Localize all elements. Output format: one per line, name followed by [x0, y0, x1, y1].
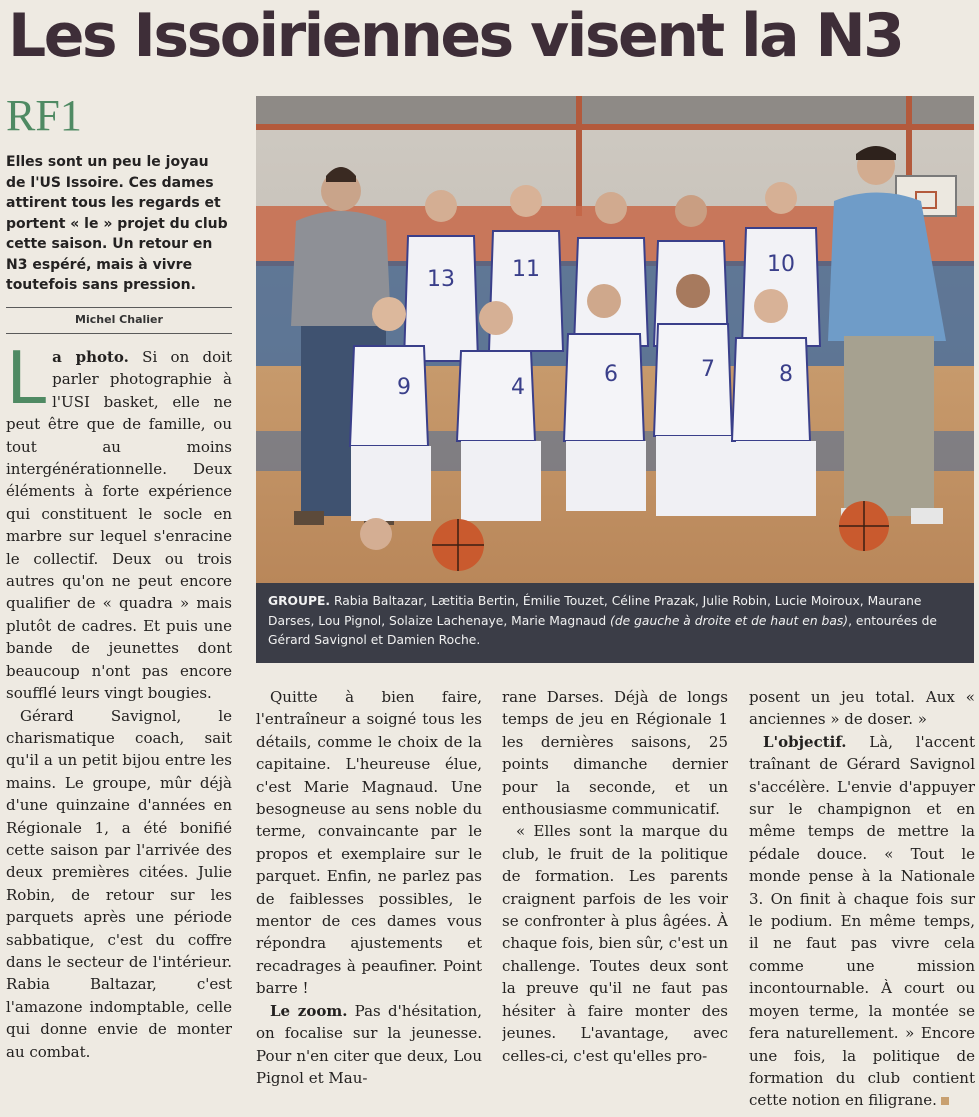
caption-note: (de gauche à droite et de haut en bas): [610, 613, 849, 628]
jersey-number: 13: [427, 267, 455, 292]
paragraph-lead: a photo.: [52, 348, 129, 366]
end-mark-icon: [941, 1097, 949, 1105]
jersey-number: 11: [512, 257, 540, 282]
jersey-number: 7: [701, 357, 715, 382]
paragraph: [6, 346, 232, 705]
jersey-number: 4: [511, 375, 525, 400]
photo-caption: [256, 583, 974, 663]
jersey-number: 8: [779, 362, 793, 387]
dropcap: L: [6, 346, 47, 420]
article-column-4: [749, 686, 975, 1116]
team-photo: [256, 96, 974, 583]
jersey-number: 10: [767, 252, 795, 277]
paragraph: [749, 731, 975, 1112]
paragraph-lead: Le zoom.: [270, 1001, 348, 1020]
jersey-number: 6: [604, 362, 618, 387]
caption-names: Rabia Baltazar, Lætitia Bertin, Émilie Touzet, Céline Prazak, Julie Robin, Lucie Moiroux, Maurane Darses, Lou Pignol, Solaize Lachenaye, Marie Magnaud: [268, 594, 922, 628]
team-photo-illustration: [256, 96, 974, 583]
caption-tail: , entourées de Gérard Savignol et Damien Roche.: [268, 613, 937, 647]
byline: Michel Chalier: [75, 313, 163, 326]
article-column-2: [256, 686, 482, 1116]
jersey-number: 9: [397, 375, 411, 400]
paragraph: Gérard Savignol, le charismatique coach, sait qu'il a un petit bijou entre les mains. Le groupe, mûr déjà d'une quinzaine d'années en Régionale 1, a été bonifié cette saison par l'arrivée des deux premières citées. Julie Robin, de retour sur les parquets après une période sabbatique, c'est du coffre dans le secteur de l'intérieur. Rabia Baltazar, c'est l'amazone indomptable, celle qui donne envie de monter au combat.: [6, 706, 232, 1061]
paragraph-lead: L'objectif.: [763, 732, 847, 751]
byline-rule-top: [6, 307, 232, 308]
article-column-3: [502, 686, 728, 1116]
section-kicker: RF1: [6, 91, 82, 140]
paragraph: [256, 1000, 482, 1090]
standfirst: Elles sont un peu le joyau de l'US Issoire. Ces dames attirent tous les regards et portent « le » projet du club cette saison. Un retour en N3 espéré, mais à vivre toutefois sans pression.: [6, 154, 228, 293]
article-column-1: [6, 346, 232, 1116]
byline-rule-bottom: [6, 333, 232, 334]
paragraph: « Elles sont la marque du club, le fruit de la politique de formation. Les parents craignent parfois de les voir se confronter à plus âgées. À chaque fois, bien sûr, c'est un challenge. Toutes deux sont la preuve qu'il ne faut pas hésiter à faire monter des jeunes. L'avantage, avec celles-ci, c'est qu'elles pro-: [502, 822, 728, 1065]
paragraph-text: Pas d'hésitation, on focalise sur la jeunesse. Pour n'en citer que deux, Lou Pignol et Mau-: [256, 1001, 482, 1087]
caption-label: GROUPE.: [268, 594, 331, 608]
paragraph: Quitte à bien faire, l'entraîneur a soigné tous les détails, comme le choix de la capitaine. L'heureuse élue, c'est Marie Magnaud. Une besogneuse au sens noble du terme, convaincante par le propos et exemplaire sur le parquet. Enfin, ne parlez pas de faiblesses possibles, le mentor de ces dames vous répondra ajustements et recadrages à peaufiner. Point barre !: [256, 688, 482, 998]
paragraph-text: Là, l'accent traînant de Gérard Savignol s'accélère. L'envie d'appuyer sur le champignon et en même temps de mettre la pédale douce. « Tout le monde pense à la Nationale 3. On finit à chaque fois sur le podium. En même temps, il ne faut pas vivre cela comme une mission incontournable. À court ou moyen terme, la montée se fera naturellement. » Encore une fois, la politique de formation du club contient cette notion en filigrane.: [749, 732, 975, 1110]
paragraph: rane Darses. Déjà de longs temps de jeu en Régionale 1 les dernières saisons, 25 points dimanche dernier pour la seconde, et un enthousiasme communicatif.: [502, 688, 728, 819]
paragraph: posent un jeu total. Aux « anciennes » de doser. »: [749, 688, 975, 729]
headline: Les Issoiriennes visent la N3: [8, 1, 903, 71]
paragraph-text: Si on doit parler photographie à l'USI basket, elle ne peut être que de famille, ou tout au moins intergénérationnelle. Deux éléments à forte expérience qui constituent le socle en marbre sur lequel s'enracine le collectif. Deux ou trois autres qu'on ne peut encore qualifier de « quadra » mais plutôt de cadres. Et puis une bande de jeunettes dont beaucoup n'ont pas encore soufflé leurs vingt bougies.: [6, 348, 232, 703]
